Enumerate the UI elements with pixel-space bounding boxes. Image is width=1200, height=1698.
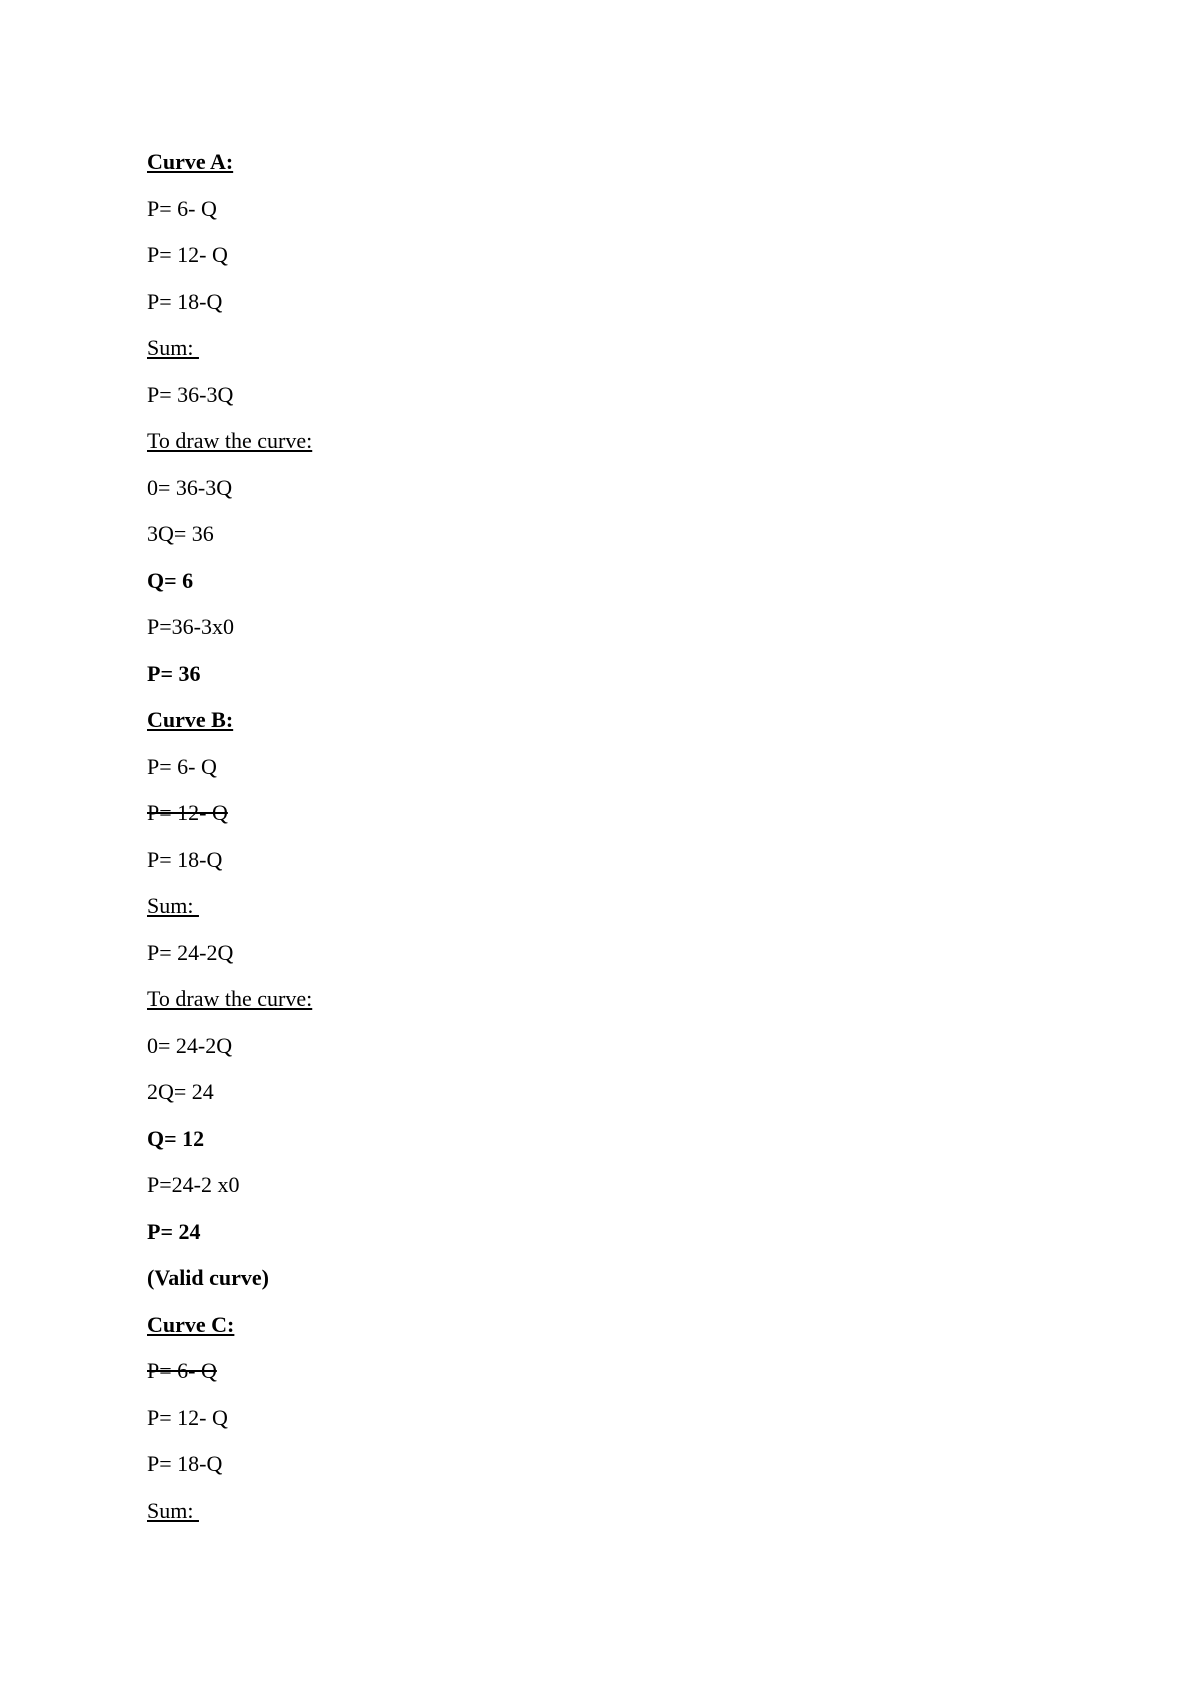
document-body bbox=[147, 139, 1047, 1534]
equation-text: P=36-3x0 bbox=[147, 614, 234, 639]
equation-line bbox=[147, 744, 1047, 791]
equation-line bbox=[147, 1162, 1047, 1209]
equation-text: P= 6- Q bbox=[147, 195, 217, 221]
equation-text: P= 6- Q bbox=[147, 753, 217, 779]
equation-line bbox=[147, 1441, 1047, 1488]
equation-text: P= 18-Q bbox=[147, 846, 223, 872]
struck-equation-text: P= 6- Q bbox=[147, 1358, 217, 1383]
sum-label-text: Sum: bbox=[147, 1497, 199, 1523]
result-text: Q= 12 bbox=[147, 1125, 205, 1151]
equation-text: P= 12- Q bbox=[147, 242, 228, 267]
equation-line bbox=[147, 837, 1047, 884]
valid-curve-note bbox=[147, 1255, 1047, 1302]
sum-label-text: Sum: bbox=[147, 335, 199, 360]
sum-label bbox=[147, 1488, 1047, 1535]
sum-label-text: Sum: bbox=[147, 893, 199, 918]
equation-text: 3Q= 36 bbox=[147, 521, 214, 546]
equation-text: 2Q= 24 bbox=[147, 1079, 214, 1104]
draw-curve-label bbox=[147, 976, 1047, 1023]
struck-equation-line bbox=[147, 1348, 1047, 1395]
result-line bbox=[147, 1209, 1047, 1256]
equation-line bbox=[147, 1395, 1047, 1442]
heading-curve-c bbox=[147, 1302, 1047, 1349]
struck-equation-text: P= 12- Q bbox=[147, 800, 228, 825]
equation-line bbox=[147, 232, 1047, 279]
equation-text: 0= 24-2Q bbox=[147, 1032, 233, 1058]
equation-line bbox=[147, 465, 1047, 512]
draw-curve-label-text: To draw the curve: bbox=[147, 428, 313, 453]
equation-text: P= 24-2Q bbox=[147, 939, 234, 965]
heading-text: Curve A: bbox=[147, 149, 234, 174]
equation-line bbox=[147, 1023, 1047, 1070]
equation-text: 0= 36-3Q bbox=[147, 474, 233, 500]
equation-text: P= 18-Q bbox=[147, 1451, 223, 1476]
draw-curve-label bbox=[147, 418, 1047, 465]
draw-curve-label-text: To draw the curve: bbox=[147, 986, 313, 1011]
heading-text: Curve C: bbox=[147, 1311, 235, 1337]
struck-equation-line bbox=[147, 790, 1047, 837]
result-text: P= 24 bbox=[147, 1218, 201, 1244]
equation-line bbox=[147, 930, 1047, 977]
equation-text: P= 18-Q bbox=[147, 288, 223, 314]
sum-label bbox=[147, 883, 1047, 930]
result-text: P= 36 bbox=[147, 660, 201, 686]
equation-line bbox=[147, 604, 1047, 651]
heading-curve-a bbox=[147, 139, 1047, 186]
equation-text: P=24-2 x0 bbox=[147, 1172, 240, 1197]
heading-text: Curve B: bbox=[147, 707, 234, 732]
equation-text: P= 36-3Q bbox=[147, 381, 234, 407]
result-line bbox=[147, 651, 1047, 698]
equation-line bbox=[147, 279, 1047, 326]
equation-line bbox=[147, 186, 1047, 233]
valid-curve-note-text: (Valid curve) bbox=[147, 1265, 270, 1290]
heading-curve-b bbox=[147, 697, 1047, 744]
equation-line bbox=[147, 1069, 1047, 1116]
result-line bbox=[147, 1116, 1047, 1163]
equation-text: P= 12- Q bbox=[147, 1404, 228, 1430]
equation-line bbox=[147, 511, 1047, 558]
result-line bbox=[147, 558, 1047, 605]
equation-line bbox=[147, 372, 1047, 419]
sum-label bbox=[147, 325, 1047, 372]
result-text: Q= 6 bbox=[147, 567, 194, 593]
